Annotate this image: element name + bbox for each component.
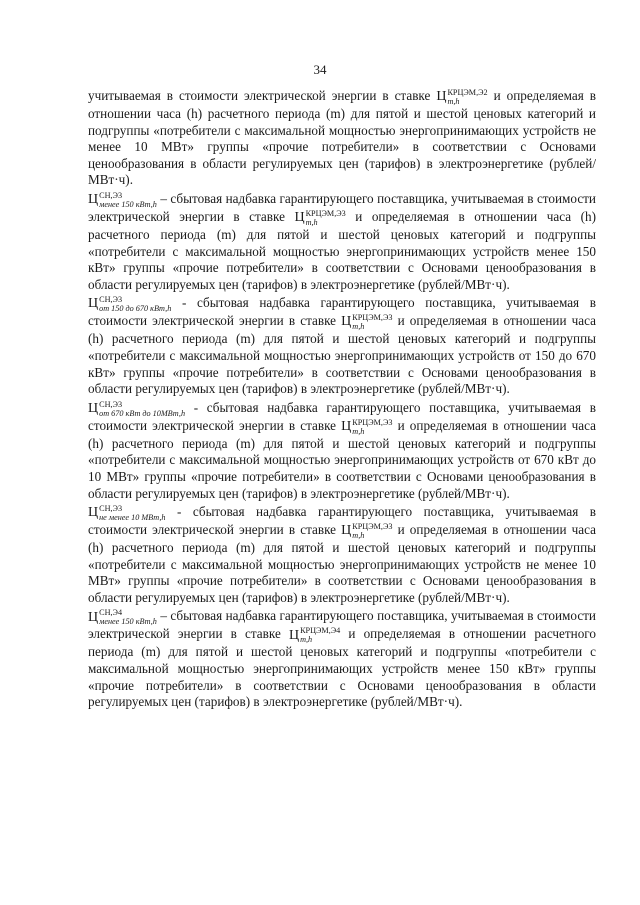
definition-paragraph: [88, 191, 596, 293]
paragraph-text: и определяемая в отношении часа (h) расчетного периода (m) для пятой и шестой ценовых категорий и подгруппы «потребители с максимальной мощностью энергопринимающих устройств менее 150 кВт» группы «прочие потребители» в соответствии с Основами ценообразования в области регулируемых цен (тарифов) в электроэнергетике (рублей/МВт·ч).: [88, 209, 596, 292]
paragraph-text: - сбытовая надбавка гарантирующего поставщика, учитываемая в стоимости электрической энергии в ставке: [88, 504, 596, 538]
tariff-symbol: Ц КРЦЭМ,Э3 m,h: [341, 417, 393, 436]
paragraph-text: и определяемая в отношении часа (h) расчетного периода (m) для пятой и шестой ценовых категорий и подгруппы «потребители с максимальной мощностью энергопринимающих устройств не менее 10 МВт» группы «прочие потребители» в соответствии с Основами ценообразования в области регулируемых цен (тарифов) в электроэнергетике (рублей/МВт·ч).: [88, 522, 596, 605]
paragraph-text: и определяемая в отношении расчетного периода (m) для пятой и шестой ценовых категорий и подгруппы «потребители с максимальной мощностью энергопринимающих устройств менее 150 кВт» группы «прочие потребители» в соответствии с Основами ценообразования в области регулируемых цен (тарифов) в электроэнергетике (рублей/МВт·ч).: [88, 626, 596, 710]
paragraph-continuation: [88, 88, 596, 189]
paragraph-text: - сбытовая надбавка гарантирующего поставщика, учитываемая в стоимости электрической энергии в ставке: [88, 295, 596, 329]
paragraph-text: - сбытовая надбавка гарантирующего поставщика, учитываемая в стоимости электрической энергии в ставке: [88, 399, 596, 433]
tariff-symbol: Ц КРЦЭМ,Э3 m,h: [294, 208, 346, 227]
paragraph-text: и определяемая в отношении часа (h) расчетного периода (m) для пятой и шестой ценовых категорий и подгруппы «потребители с максимальной мощностью энергопринимающих устройств от 150 до 670 кВт» группы «прочие потребители» в соответствии с Основами ценообразования в области регулируемых цен (тарифов) в электроэнергетике (рублей/МВт·ч).: [88, 313, 596, 397]
markup-symbol: Ц СН,Э3 от 150 до 670 кВт,h: [88, 295, 172, 314]
definition-paragraph: [88, 504, 596, 606]
markup-symbol: Ц СН,Э3 от 670 кВт до 10МВт,h: [88, 399, 186, 418]
tariff-symbol: Ц КРЦЭМ,Э4 m,h: [288, 626, 341, 645]
document-body: [88, 88, 596, 713]
tariff-symbol: Ц КРЦЭМ,Э3 m,h: [341, 522, 393, 541]
paragraph-text: учитываемая в стоимости электрической энергии в ставке: [88, 88, 437, 104]
page-number: 34: [313, 62, 327, 77]
definition-paragraph: [88, 608, 596, 710]
paragraph-text: – сбытовая надбавка гарантирующего поставщика, учитываемая в стоимости электрической энергии в ставке: [88, 608, 596, 642]
definition-paragraph: [88, 295, 596, 397]
tariff-symbol: Ц КРЦЭМ,Э3 m,h: [341, 313, 393, 332]
tariff-symbol: Ц КРЦЭМ,Э2 m,h: [436, 88, 488, 106]
definition-paragraph: [88, 400, 596, 502]
paragraph-text: – сбытовая надбавка гарантирующего поставщика, учитываемая в стоимости электрической энергии в ставке: [88, 191, 596, 224]
markup-symbol: Ц СН,Э3 менее 150 кВт,h: [88, 190, 157, 209]
markup-symbol: Ц СН,Э3 не менее 10 МВт,h: [88, 504, 166, 523]
markup-symbol: Ц СН,Э4 менее 150 кВт,h: [88, 608, 157, 627]
paragraph-text: и определяемая в отношении часа (h) расчетного периода (m) для пятой и шестой ценовых категорий и подгруппы «потребители с максимальной мощностью энергопринимающих устройств от 670 кВт до 10 МВт» группы «прочие потребители» в соответствии с Основами ценообразования в области регулируемых цен (тарифов) в электроэнергетике (рублей/МВт·ч).: [88, 417, 596, 501]
paragraph-text: и определяемая в отношении часа (h) расчетного периода (m) для пятой и шестой ценовых категорий и подгруппы «потребители с максимальной мощностью энергопринимающих устройств не менее 10 МВт» группы «прочие потребители» в соответствии с Основами ценообразования в области регулируемых цен (тарифов) в электроэнергетике (рублей/МВт·ч).: [88, 88, 596, 188]
